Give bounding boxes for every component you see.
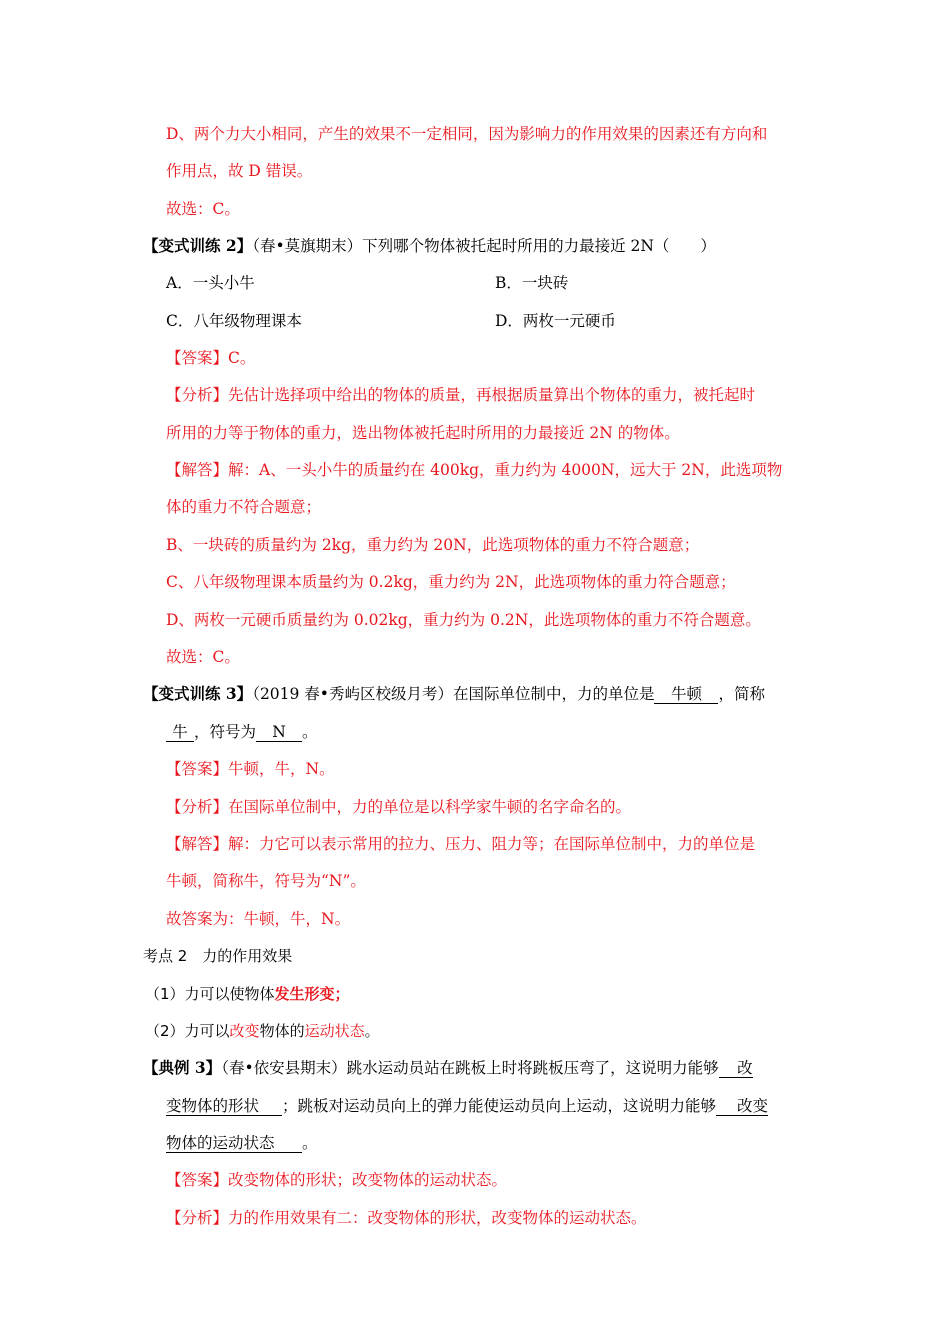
- point-1-text: （1）力可以使物体: [145, 985, 275, 1003]
- blank-1-start: 改: [719, 1059, 753, 1078]
- solution-line-3: B、一块砖的质量约为 2kg，重力约为 20N，此选项物体的重力不符合题意；: [166, 536, 700, 554]
- analysis-text: 力的作用效果有二：改变物体的形状，改变物体的运动状态。: [228, 1209, 647, 1227]
- solution-tag: 【解答】: [166, 835, 229, 853]
- example-3-tag: 【典例 3】: [143, 1058, 222, 1077]
- analysis-option-d-cont: 作用点，故 D 错误。: [166, 162, 313, 180]
- answer-text: 改变物体的形状；改变物体的运动状态。: [228, 1171, 508, 1189]
- answer-tag: 【答案】: [166, 1171, 229, 1189]
- answer-choice-line: 故选：C。: [166, 200, 240, 218]
- variant-3-text-4: 。: [302, 723, 318, 741]
- variant-3-question: [143, 684, 765, 704]
- point-2-highlight-1: 改变: [229, 1022, 260, 1040]
- variant-3-solution-cont: 牛顿，简称牛，符号为“N”。: [166, 872, 366, 890]
- example-3-question: [143, 1058, 753, 1078]
- example-3-question-cont: [166, 1096, 768, 1116]
- point-2-highlight-2: 运动状态: [304, 1022, 365, 1040]
- point-1-highlight: 发生形变；: [274, 985, 350, 1003]
- variant-3-final-answer: 故答案为：牛顿，牛，N。: [166, 910, 351, 928]
- example-3-question-end: [166, 1133, 318, 1153]
- variant-2-analysis-cont: 所用的力等于物体的重力，选出物体被托起时所用的力最接近 2N 的物体。: [166, 424, 680, 442]
- answer-text: C。: [228, 349, 256, 367]
- solution-line-5: D、两枚一元硬币质量约为 0.02kg，重力约为 0.2N，此选项物体的重力不符合题意。: [166, 611, 761, 629]
- option-d: D．两枚一元硬币: [495, 312, 616, 330]
- blank-short-name: 牛: [166, 723, 194, 742]
- solution-tag: 【解答】: [166, 461, 229, 479]
- example-3-text: （春•依安县期末）跳水运动员站在跳板上时将跳板压弯了，这说明力能够: [221, 1059, 719, 1077]
- variant-2-question: [143, 236, 716, 256]
- point-1: [145, 984, 350, 1004]
- option-c: C．八年级物理课本: [166, 312, 302, 330]
- analysis-tag: 【分析】: [166, 798, 229, 816]
- variant-3-tag: 【变式训练 3】: [143, 684, 253, 703]
- variant-3-answer: [166, 759, 335, 779]
- variant-3-text: （2019 春•秀屿区校级月考）在国际单位制中，力的单位是: [252, 685, 655, 703]
- variant-2-solution: [166, 460, 782, 480]
- variant-2-tag: 【变式训练 2】: [143, 236, 253, 255]
- answer-choice-line-2: 故选：C。: [166, 648, 240, 666]
- analysis-option-d: D、两个力大小相同，产生的效果不一定相同，因为影响力的作用效果的因素还有方向和: [166, 125, 768, 143]
- variant-3-text-3: ，符号为: [194, 723, 257, 741]
- analysis-tag: 【分析】: [166, 1209, 229, 1227]
- analysis-text: 在国际单位制中，力的单位是以科学家牛顿的名字命名的。: [228, 798, 632, 816]
- point-2-text: （2）力可以: [145, 1022, 230, 1040]
- blank-2-start: 改变: [716, 1097, 768, 1116]
- answer-tag: 【答案】: [166, 349, 229, 367]
- blank-symbol: N: [256, 723, 302, 742]
- analysis-text: 先估计选择项中给出的物体的质量，再根据质量算出个物体的重力，被托起时: [228, 386, 756, 404]
- point-2-text-3: 。: [364, 1022, 380, 1040]
- solution-line-4: C、八年级物理课本质量约为 0.2kg，重力约为 2N，此选项物体的重力符合题意；: [166, 573, 736, 591]
- variant-3-text-2: ，简称: [718, 685, 765, 703]
- variant-2-analysis: [166, 385, 755, 405]
- variant-2-answer: [166, 348, 255, 368]
- option-a: A．一头小牛: [166, 274, 255, 292]
- analysis-tag: 【分析】: [166, 386, 229, 404]
- solution-text: 解：A、一头小牛的质量约在 400kg，重力约为 4000N，远大于 2N，此选项物: [228, 461, 783, 479]
- example-3-text-2: ；跳板对运动员向上的弹力能使运动员向上运动，这说明力能够: [282, 1097, 717, 1115]
- example-3-analysis: [166, 1208, 647, 1228]
- option-b: B．一块砖: [495, 274, 569, 292]
- point-2: [145, 1021, 380, 1041]
- solution-text: 解：力它可以表示常用的拉力、压力、阻力等；在国际单位制中，力的单位是: [228, 835, 756, 853]
- blank-unit: 牛顿: [654, 685, 718, 704]
- answer-tag: 【答案】: [166, 760, 229, 778]
- example-3-answer: [166, 1170, 507, 1190]
- section-heading: 考点 2 力的作用效果: [143, 947, 293, 965]
- example-3-text-3: 。: [302, 1134, 318, 1152]
- blank-1-end: 变物体的形状: [166, 1097, 282, 1116]
- point-2-text-2: 物体的: [259, 1022, 305, 1040]
- variant-2-text: （春•莫旗期末）下列哪个物体被托起时所用的力最接近 2N（ ）: [252, 237, 716, 255]
- answer-text: 牛顿，牛，N。: [228, 760, 335, 778]
- variant-3-solution: [166, 834, 755, 854]
- variant-3-analysis: [166, 797, 631, 817]
- blank-2-end: 物体的运动状态: [166, 1134, 302, 1153]
- variant-3-question-cont: [166, 722, 318, 742]
- solution-line-2: 体的重力不符合题意；: [166, 498, 322, 516]
